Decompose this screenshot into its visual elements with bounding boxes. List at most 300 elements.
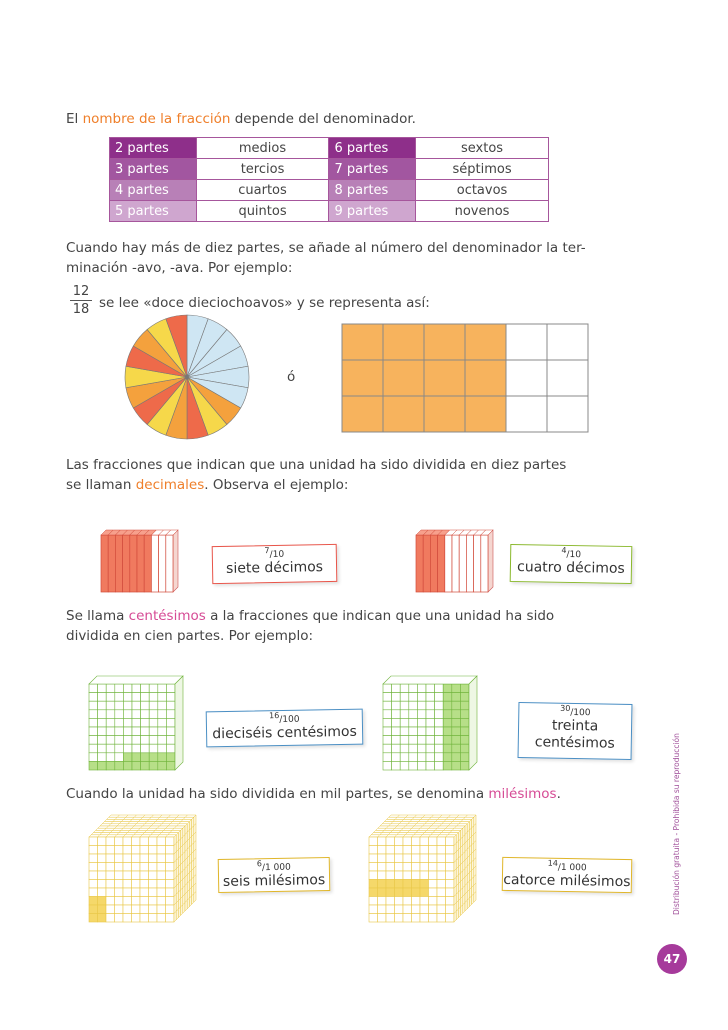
hundredth-cell	[141, 727, 150, 736]
hundredth-cell	[443, 693, 452, 702]
hundredth-cell	[426, 753, 435, 762]
cube-front-cell	[403, 897, 412, 906]
example-text: se lee «doce dieciochoavos» y se representa así:	[99, 295, 430, 311]
label-six-thousandths: $^6$/1 000 seis milésimos	[218, 857, 331, 893]
bar-side-face	[488, 530, 493, 592]
hundredth-cell	[443, 710, 452, 719]
hundredth-cell	[98, 693, 107, 702]
hundredth-cell	[158, 710, 167, 719]
hundredth-cell	[452, 744, 461, 753]
cube-front-cell	[98, 914, 107, 923]
cube-front-cell	[123, 837, 132, 846]
cube-front-cell	[412, 837, 421, 846]
tenth-strip	[130, 535, 137, 592]
cube-front-cell	[149, 863, 158, 872]
hundredth-cell	[98, 736, 107, 745]
tenth-strip	[445, 535, 452, 592]
hundredth-cell	[443, 761, 452, 770]
hundredth-cell	[98, 718, 107, 727]
hundredth-cell	[89, 744, 98, 753]
hundredth-cell	[166, 701, 175, 710]
cube-side-cell	[454, 911, 456, 922]
cube-front-cell	[166, 897, 175, 906]
hundredth-cell	[141, 701, 150, 710]
cube-side-cell	[469, 896, 471, 907]
hundredth-cell	[132, 727, 141, 736]
cube-front-cell	[420, 854, 429, 863]
cube-front-cell	[412, 863, 421, 872]
cube-front-cell	[157, 854, 166, 863]
cube-front-cell	[149, 897, 158, 906]
hundredth-cell	[166, 693, 175, 702]
cube-front-cell	[429, 837, 438, 846]
cube-front-cell	[429, 897, 438, 906]
hundredth-cell	[409, 684, 418, 693]
hundredth-cell	[426, 718, 435, 727]
tenth-strip	[151, 535, 158, 592]
cube-side-cell	[474, 892, 476, 903]
hundredth-cell	[89, 753, 98, 762]
cube-front-cell	[403, 914, 412, 923]
cube-front-cell	[412, 888, 421, 897]
cube-front-cell	[157, 897, 166, 906]
cube-front-cell	[420, 888, 429, 897]
hundredths-highlight: centésimos	[128, 608, 206, 624]
hundredth-cell	[409, 744, 418, 753]
cube-front-cell	[395, 905, 404, 914]
cube-front-cell	[412, 905, 421, 914]
fraction-12-18: 12 18	[70, 284, 92, 317]
hundredth-cell	[166, 718, 175, 727]
cube-front-cell	[123, 888, 132, 897]
hundredth-cell	[149, 736, 158, 745]
cube-front-cell	[157, 880, 166, 889]
cube-front-cell	[420, 863, 429, 872]
cube-front-cell	[386, 837, 395, 846]
cube-front-cell	[132, 846, 141, 855]
table-row: 2 partes medios 6 partes sextos	[110, 138, 549, 159]
hundredth-cell	[409, 727, 418, 736]
hundredth-cell	[158, 693, 167, 702]
cube-side-cell	[458, 907, 460, 918]
hundredth-cell	[460, 710, 469, 719]
hundredth-cell	[400, 727, 409, 736]
hundredth-cell	[89, 684, 98, 693]
cube-front-cell	[98, 897, 107, 906]
hundredth-cell	[435, 693, 444, 702]
hundredth-cell	[426, 727, 435, 736]
hundredths-grid-16	[88, 675, 188, 775]
cube-front-cell	[89, 863, 98, 872]
hundredth-cell	[106, 710, 115, 719]
cube-front-cell	[378, 871, 387, 880]
hundredth-cell	[123, 684, 132, 693]
hundredth-cell	[400, 718, 409, 727]
hundredth-cell	[115, 736, 124, 745]
tenth-strip	[452, 535, 459, 592]
cube-front-cell	[123, 871, 132, 880]
cube-front-cell	[386, 888, 395, 897]
cube-front-cell	[123, 897, 132, 906]
cube-front-cell	[369, 888, 378, 897]
cube-front-cell	[166, 914, 175, 923]
cube-front-cell	[403, 854, 412, 863]
cube-front-cell	[395, 888, 404, 897]
cube-front-cell	[140, 905, 149, 914]
hundredth-cell	[426, 761, 435, 770]
hundredth-cell	[141, 744, 150, 753]
cube-front-cell	[140, 888, 149, 897]
cube-front-cell	[140, 854, 149, 863]
hundredth-cell	[435, 753, 444, 762]
hundredth-cell	[417, 684, 426, 693]
cube-front-cell	[157, 846, 166, 855]
hundredth-cell	[417, 701, 426, 710]
tenths-bar-4	[415, 529, 507, 599]
cube-front-cell	[106, 905, 115, 914]
cube-front-cell	[437, 871, 446, 880]
cube-front-cell	[429, 914, 438, 923]
hundredth-cell	[392, 761, 401, 770]
hundredth-cell	[149, 684, 158, 693]
hundredth-cell	[409, 753, 418, 762]
tenth-strip	[123, 535, 130, 592]
cube-front-cell	[140, 837, 149, 846]
hundredth-cell	[166, 744, 175, 753]
cube-front-cell	[106, 914, 115, 923]
cube-front-cell	[429, 863, 438, 872]
hundredth-cell	[89, 701, 98, 710]
hundredth-cell	[106, 753, 115, 762]
cube-front-cell	[437, 854, 446, 863]
hundredth-cell	[452, 684, 461, 693]
cube-front-cell	[115, 871, 124, 880]
hundredth-cell	[426, 693, 435, 702]
hundredth-cell	[132, 744, 141, 753]
label-fourteen-thousandths: $^{14}$/1 000 catorce milésimos	[502, 857, 633, 893]
cube-front-cell	[403, 863, 412, 872]
hundredth-cell	[141, 736, 150, 745]
cube-front-cell	[166, 863, 175, 872]
cube-front-cell	[378, 897, 387, 906]
cube-front-cell	[395, 880, 404, 889]
cube-front-cell	[89, 846, 98, 855]
hundredth-cell	[452, 736, 461, 745]
cube-front-cell	[132, 888, 141, 897]
rectangle-cell	[342, 360, 383, 396]
cube-front-cell	[446, 863, 455, 872]
hundredth-cell	[435, 736, 444, 745]
cube-front-cell	[166, 888, 175, 897]
cube-front-cell	[412, 914, 421, 923]
hundredth-cell	[149, 753, 158, 762]
rectangle-cell	[465, 324, 506, 360]
tenth-strip	[423, 535, 430, 592]
rectangle-cell	[547, 396, 588, 432]
cube-front-cell	[149, 837, 158, 846]
cube-front-cell	[420, 880, 429, 889]
tenth-strip	[474, 535, 481, 592]
cube-front-cell	[115, 863, 124, 872]
decimals-highlight: decimales	[135, 477, 205, 493]
hundredth-cell	[149, 744, 158, 753]
label-four-tenths: $^4$/10 cuatro décimos	[510, 544, 633, 584]
cube-side-cell	[472, 894, 474, 905]
cube-front-cell	[403, 880, 412, 889]
hundredth-cell	[115, 710, 124, 719]
hundredth-cell	[400, 693, 409, 702]
hundredth-cell	[115, 701, 124, 710]
cube-front-cell	[378, 880, 387, 889]
cube-front-cell	[395, 863, 404, 872]
cube-side-cell	[187, 898, 189, 909]
tenth-strip	[481, 535, 488, 592]
hundredth-cell	[132, 710, 141, 719]
cube-front-cell	[446, 880, 455, 889]
cube-front-cell	[157, 837, 166, 846]
cube-front-cell	[166, 854, 175, 863]
cube-front-cell	[369, 905, 378, 914]
intro-highlight: nombre de la fracción	[82, 111, 231, 127]
hundredth-cell	[392, 736, 401, 745]
hundredth-cell	[166, 753, 175, 762]
hundredth-cell	[123, 701, 132, 710]
cube-front-cell	[115, 905, 124, 914]
paragraph-thousandths: Cuando la unidad ha sido dividida en mil partes, se denomina milésimos.	[66, 786, 561, 802]
hundredth-cell	[98, 761, 107, 770]
hundredth-cell	[115, 761, 124, 770]
hundredth-cell	[443, 718, 452, 727]
cube-front-cell	[395, 837, 404, 846]
cube-front-cell	[378, 837, 387, 846]
cube-front-cell	[369, 871, 378, 880]
rectangle-cell	[424, 360, 465, 396]
cube-front-cell	[115, 897, 124, 906]
tenth-strip	[101, 535, 108, 592]
hundredth-cell	[123, 710, 132, 719]
grid-top-face	[89, 676, 183, 684]
hundredth-cell	[400, 701, 409, 710]
hundredth-cell	[141, 693, 150, 702]
rectangle-cell	[547, 324, 588, 360]
cube-front-cell	[98, 905, 107, 914]
cube-front-cell	[437, 905, 446, 914]
cube-front-cell	[89, 905, 98, 914]
hundredth-cell	[417, 744, 426, 753]
cube-front-cell	[140, 871, 149, 880]
cube-side-cell	[178, 907, 180, 918]
cube-front-cell	[106, 846, 115, 855]
hundredth-cell	[435, 744, 444, 753]
tenth-strip	[115, 535, 122, 592]
cube-front-cell	[429, 846, 438, 855]
cube-front-cell	[157, 863, 166, 872]
cube-front-cell	[386, 914, 395, 923]
hundredth-cell	[383, 684, 392, 693]
cube-front-cell	[429, 871, 438, 880]
hundredth-cell	[123, 736, 132, 745]
cube-front-cell	[140, 846, 149, 855]
hundredth-cell	[392, 710, 401, 719]
cube-front-cell	[446, 854, 455, 863]
hundredth-cell	[435, 684, 444, 693]
hundredth-cell	[409, 710, 418, 719]
hundredth-cell	[417, 710, 426, 719]
label-thirty-hundredths: $^{30}$/100 treinta centésimos	[518, 702, 633, 760]
cube-front-cell	[132, 905, 141, 914]
grid-top-face	[383, 676, 477, 684]
paragraph-avo: Cuando hay más de diez partes, se añade al número del denominador la ter- minación -avo, -ava. Por ejemplo:	[66, 240, 586, 276]
cube-front-cell	[98, 863, 107, 872]
cube-front-cell	[429, 880, 438, 889]
hundredth-cell	[383, 710, 392, 719]
hundredth-cell	[89, 718, 98, 727]
hundredth-cell	[98, 701, 107, 710]
cube-front-cell	[386, 846, 395, 855]
cube-side-cell	[183, 903, 185, 914]
cube-front-cell	[403, 888, 412, 897]
hundredth-cell	[106, 727, 115, 736]
cube-front-cell	[369, 914, 378, 923]
cube-front-cell	[386, 880, 395, 889]
cube-front-cell	[437, 863, 446, 872]
hundredth-cell	[417, 727, 426, 736]
hundredth-cell	[392, 744, 401, 753]
hundredth-cell	[132, 693, 141, 702]
cube-front-cell	[132, 897, 141, 906]
hundredth-cell	[452, 693, 461, 702]
cube-front-cell	[115, 854, 124, 863]
cube-front-cell	[89, 914, 98, 923]
cube-front-cell	[106, 837, 115, 846]
cube-front-cell	[149, 854, 158, 863]
hundredth-cell	[98, 753, 107, 762]
cube-front-cell	[420, 905, 429, 914]
cube-front-cell	[437, 914, 446, 923]
hundredth-cell	[132, 736, 141, 745]
hundredth-cell	[383, 744, 392, 753]
paragraph-hundredths: Se llama centésimos a la fracciones que indican que una unidad ha sido dividida en cien partes. Por ejemplo:	[66, 608, 555, 644]
hundredth-cell	[158, 744, 167, 753]
hundredth-cell	[443, 684, 452, 693]
rectangle-cell	[342, 396, 383, 432]
cube-front-cell	[98, 888, 107, 897]
hundredth-cell	[452, 710, 461, 719]
cube-front-cell	[437, 897, 446, 906]
cube-front-cell	[412, 854, 421, 863]
cube-front-cell	[378, 863, 387, 872]
cube-front-cell	[412, 846, 421, 855]
cube-front-cell	[429, 854, 438, 863]
rectangle-cell	[383, 360, 424, 396]
cube-side-cell	[461, 905, 463, 916]
hundredth-cell	[435, 727, 444, 736]
cube-side-cell	[181, 905, 183, 916]
hundredth-cell	[460, 684, 469, 693]
hundredth-cell	[383, 761, 392, 770]
rectangle-eighteen-parts	[341, 323, 589, 435]
hundredth-cell	[443, 753, 452, 762]
cube-front-cell	[395, 854, 404, 863]
tenth-strip	[159, 535, 166, 592]
cube-front-cell	[89, 837, 98, 846]
cube-front-cell	[166, 846, 175, 855]
hundredth-cell	[98, 684, 107, 693]
cube-front-cell	[437, 880, 446, 889]
hundredth-cell	[115, 693, 124, 702]
tenth-strip	[466, 535, 473, 592]
cube-front-cell	[106, 880, 115, 889]
label-seven-tenths: $^7$/10 siete décimos	[212, 544, 338, 584]
grid-side-face	[175, 676, 183, 770]
hundredth-cell	[383, 693, 392, 702]
hundredth-cell	[435, 761, 444, 770]
cube-front-cell	[149, 914, 158, 923]
tenth-strip	[438, 535, 445, 592]
hundredth-cell	[409, 693, 418, 702]
hundredth-cell	[166, 736, 175, 745]
hundredth-cell	[400, 684, 409, 693]
hundredth-cell	[400, 736, 409, 745]
hundredth-cell	[460, 718, 469, 727]
cube-front-cell	[386, 897, 395, 906]
cube-front-cell	[446, 897, 455, 906]
hundredth-cell	[98, 744, 107, 753]
hundredth-cell	[141, 718, 150, 727]
hundredth-cell	[409, 701, 418, 710]
cube-front-cell	[115, 837, 124, 846]
cube-front-cell	[446, 846, 455, 855]
hundredth-cell	[149, 701, 158, 710]
cube-side-cell	[192, 894, 194, 905]
cube-front-cell	[89, 880, 98, 889]
pie-eighteen-parts	[123, 313, 251, 441]
cube-front-cell	[106, 897, 115, 906]
hundredth-cell	[106, 693, 115, 702]
hundredth-cell	[409, 736, 418, 745]
hundredth-cell	[132, 753, 141, 762]
cube-front-cell	[149, 905, 158, 914]
cube-front-cell	[395, 914, 404, 923]
cube-front-cell	[106, 863, 115, 872]
cube-front-cell	[132, 863, 141, 872]
rectangle-cell	[424, 324, 465, 360]
rectangle-cell	[424, 396, 465, 432]
hundredth-cell	[158, 727, 167, 736]
hundredth-cell	[417, 753, 426, 762]
cube-front-cell	[403, 846, 412, 855]
hundredth-cell	[383, 753, 392, 762]
tenth-strip	[108, 535, 115, 592]
cube-front-cell	[446, 837, 455, 846]
thousandths-cube-14	[368, 814, 488, 926]
hundredth-cell	[123, 718, 132, 727]
thousandths-cube-6	[88, 814, 208, 926]
cube-front-cell	[89, 897, 98, 906]
cube-front-cell	[106, 854, 115, 863]
cube-front-cell	[386, 905, 395, 914]
hundredth-cell	[426, 684, 435, 693]
hundredth-cell	[106, 718, 115, 727]
cube-front-cell	[132, 880, 141, 889]
hundredth-cell	[115, 744, 124, 753]
hundredth-cell	[383, 727, 392, 736]
hundredth-cell	[115, 753, 124, 762]
cube-front-cell	[149, 880, 158, 889]
cube-front-cell	[89, 854, 98, 863]
cube-front-cell	[166, 837, 175, 846]
hundredth-cell	[89, 736, 98, 745]
